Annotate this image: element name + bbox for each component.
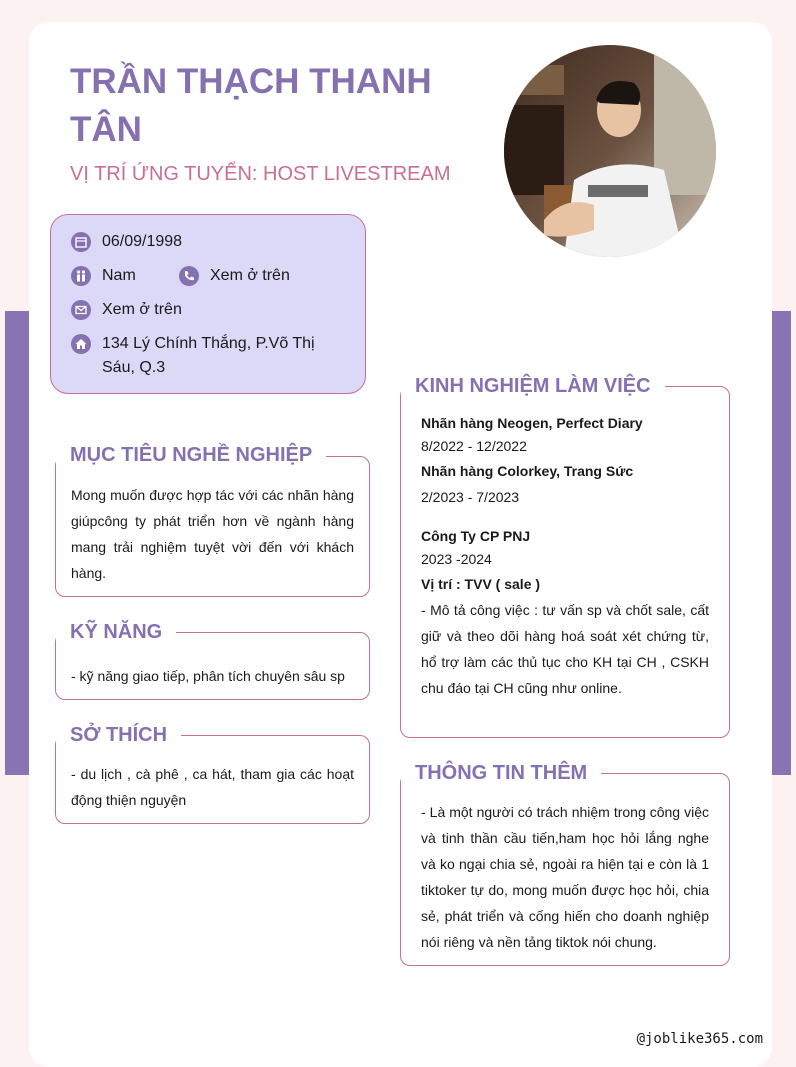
avatar [504, 45, 716, 257]
gender-value: Nam [102, 267, 136, 284]
exp-role-3: Vị trí : TVV ( sale ) [421, 576, 541, 592]
hobbies-title: SỞ THÍCH [56, 723, 181, 747]
gender-icon [71, 266, 91, 286]
experience-title: KINH NGHIỆM LÀM VIỆC [401, 374, 665, 398]
phone-value: Xem ở trên [210, 267, 290, 284]
exp-company-3: Công Ty CP PNJ [421, 528, 531, 544]
footer-watermark: @joblike365.com [636, 1031, 763, 1047]
exp-desc-3: - Mô tả công việc : tư vấn sp và chốt sale, cất giữ và theo dõi hàng hoá soát xét chứng từ, hổ trợ làm các thủ tục cho KH tại CH , CSKH chu đáo tại CH cũng như online. [421, 602, 709, 696]
email-value: Xem ở trên [102, 301, 182, 318]
candidate-name: TRẦN THẠCH THANH TÂN [70, 62, 432, 149]
exp-period-1: 8/2022 - 12/2022 [421, 438, 527, 454]
exp-company-1: Nhãn hàng Neogen, Perfect Diary [421, 415, 643, 431]
address-value: 134 Lý Chính Thắng, P.Võ Thị Sáu, Q.3 [102, 335, 315, 376]
mail-icon [71, 300, 91, 320]
phone-icon [179, 266, 199, 286]
exp-company-2: Nhãn hàng Colorkey, Trang Sức [421, 463, 634, 479]
extra-text: - Là một người có trách nhiệm trong công việc và tinh thần cầu tiến,ham học hỏi lắng nghe và ko ngại chia sẻ, ngoài ra hiện tại e còn là 1 tiktoker tự do, mong muốn được học hỏi, chia sẻ, phát triển và cống hiến cho doanh nghiệp nói riêng và nền tảng tiktok nói chung. [421, 804, 709, 950]
hobbies-text: - du lịch , cà phê , ca hát, tham gia các hoạt động thiện nguyện [71, 766, 354, 808]
applied-position: VỊ TRÍ ỨNG TUYỂN: HOST LIVESTREAM [70, 163, 451, 185]
birthday-value: 06/09/1998 [102, 233, 183, 250]
skills-text: - kỹ năng giao tiếp, phân tích chuyên sâu sp [71, 668, 345, 684]
objective-title: MỤC TIÊU NGHỀ NGHIỆP [56, 443, 326, 467]
decor-band-left [5, 311, 30, 775]
exp-period-3: 2023 -2024 [421, 551, 492, 567]
extra-title: THÔNG TIN THÊM [401, 761, 601, 785]
calendar-icon [71, 232, 91, 252]
personal-info-box [50, 214, 366, 394]
objective-text: Mong muốn được hợp tác với các nhãn hàng giúpcông ty phát triển hơn về ngành hàng mang trải nghiệm tuyệt vời đến với khách hàng. [71, 487, 354, 581]
skills-title: KỸ NĂNG [56, 620, 176, 644]
decor-band-right [769, 311, 791, 775]
exp-period-2: 2/2023 - 7/2023 [421, 489, 520, 505]
home-icon [71, 334, 91, 354]
